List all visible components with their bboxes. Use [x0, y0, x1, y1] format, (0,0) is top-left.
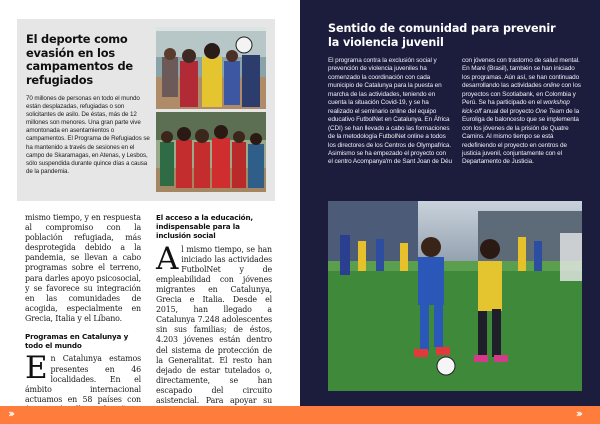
subheading: Programas en Catalunya y todo el mundo — [25, 332, 129, 351]
text-run: de la Euroliga de baloncesto que se implementa con los jóvenes de la prisión de Quatre Camins. Al mismo tiempo se está redefiniendo el proyecto en centros de justicia juvenil, conjuntamente con el Departamento de Justicia. — [462, 107, 580, 166]
paragraph-text: n Catalunya estamos presentes en 46 localidades. En el ámbito internacional actuamos en 58 países con — [25, 354, 141, 404]
text-run-italic: online — [543, 82, 560, 90]
sidebar-title: El deporte como evasión en los campamentos de refugiados — [26, 32, 133, 87]
sidebar-text: 70 millones de personas en todo el mundo están desplazadas, refugiadas o son solicitantes de asilo. De éstas, más de 12 millones son menores. Una gran parte vive amontonada en asentamientos o campamentos. El Programa de Refugiados se ha mantenido a través de sesiones en el campo de Skaramagas, en Atenas, y Lesbos, sólo suspendida durante quince días a causa de la pandemia. — [26, 95, 150, 175]
right-text-column-left: El programa contra la exclusión social y prevención de violencia juveniles ha comenzado la coordinación con cada municipio de Catalunya para la puesta en marcha de las actividades, teniendo en cuenta la situación Covid-19, y se ha realizado el seminario online del equipo educativo FutbolNet en Catalunya. En África (CDI) se han llevado a cabo las formaciones de la metodología FutbolNet online a todos los directores de los Centros de Olympafrica. Asimismo se ha empezado el proyecto con el centro Acompanya'm de Sant Joan de Déu — [328, 57, 452, 166]
photo-youth-football-match — [328, 201, 582, 391]
text-run: anual del proyecto — [481, 107, 536, 115]
paragraph-dropcap — [156, 240, 272, 417]
chevrons-icon: ››› — [575, 407, 580, 420]
text-run: con los proyectos con Scotiabank, en Colombia y Perú. Se ha participado en el — [462, 82, 581, 107]
dropcap: E — [25, 350, 48, 387]
body-column-right — [156, 213, 272, 416]
article-title: Sentido de comunidad para prevenir la violencia juvenil — [328, 22, 556, 49]
dropcap: A — [156, 240, 179, 277]
subheading: El acceso a la educación, indispensable para la inclusión social — [156, 213, 254, 241]
paragraph: mismo tiempo, y en respuesta al compromiso con la población refugiada, más desprotegida debido a la pandemia, se llevan a cabo programas sobre el terreno, para darles apoyo psicosocial, y se favorece su integración en las comunidades de acogida, especialmente en Grecia, Italia y el Líbano. — [25, 213, 142, 323]
footer-bar-left — [0, 406, 300, 424]
chevrons-icon: ››› — [8, 407, 13, 420]
text-run: con jóvenes con trastorno de salud mental. En Maré (Brasil), también se han iniciado los programas. Aún así, se han continuado desarrollando las actividades — [462, 57, 580, 90]
text-run-italic: workshop kick-off — [462, 99, 570, 115]
photo-children-soccer-ball — [156, 27, 266, 109]
photo-children-running — [156, 112, 266, 192]
paragraph-text: l mismo tiempo, se han iniciado las actividades FutbolNet y de empleabilidad con jóvenes migrantes en Catalunya, Grecia e Italia. Desde el 2015, han llegado a Catalunya 7.248 adolescentes sin sus familias; de éstos, 4.203 jóvenes están dentro del sistema de protección de la Generalitat. El resto han dejado de estar tutelados o, directamente, se han escapado del circuito asistencial. Para apoyar su — [156, 244, 272, 406]
footer-bar-right — [300, 406, 600, 424]
body-column-left — [25, 213, 141, 424]
text-run-italic: One Team — [535, 107, 565, 115]
right-text-column-right — [462, 57, 582, 167]
